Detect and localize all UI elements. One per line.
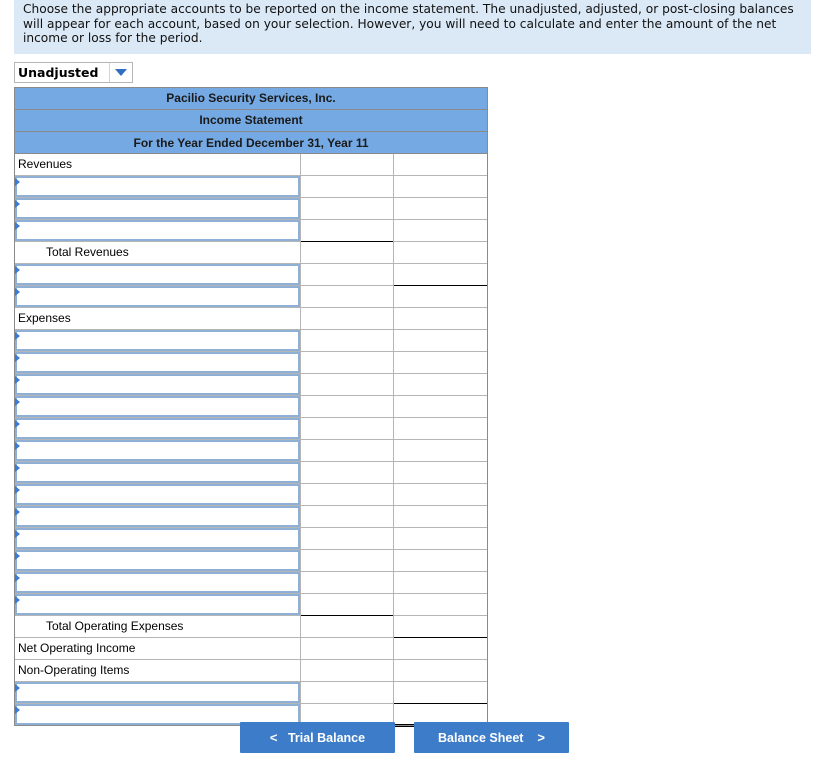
non-operating-items-label: Non-Operating Items: [15, 660, 301, 681]
dropdown-marker-icon: [15, 420, 20, 428]
account-dropdown[interactable]: [15, 220, 300, 241]
account-dropdown[interactable]: [15, 286, 300, 307]
trial-balance-button[interactable]: [240, 722, 395, 753]
account-dropdown[interactable]: [15, 418, 300, 439]
amount-cell: [394, 264, 487, 285]
amount-cell: [301, 418, 394, 439]
trial-balance-label: Trial Balance: [287, 731, 366, 745]
dropdown-marker-icon: [15, 376, 20, 384]
amount-cell: [301, 198, 394, 219]
section-row: [15, 660, 487, 682]
net-operating-income-label: Net Operating Income: [15, 638, 301, 659]
account-dropdown[interactable]: [15, 352, 300, 373]
amount-cell: [301, 396, 394, 417]
statement-period: For the Year Ended December 31, Year 11: [15, 132, 487, 154]
dropdown-marker-icon: [15, 288, 20, 296]
dropdown-marker-icon: [15, 354, 20, 362]
account-dropdown[interactable]: [15, 396, 300, 417]
account-row: [15, 286, 487, 308]
amount-cell: [301, 528, 394, 549]
section-row: [15, 154, 487, 176]
account-row: [15, 418, 487, 440]
account-dropdown[interactable]: [15, 462, 300, 483]
total-revenues-cell: [394, 242, 487, 263]
dropdown-marker-icon: [15, 486, 20, 494]
account-row: [15, 176, 487, 198]
section-row: [15, 308, 487, 330]
dropdown-marker-icon: [15, 332, 20, 340]
dropdown-marker-icon: [15, 200, 20, 208]
dropdown-marker-icon: [15, 684, 20, 692]
account-row: [15, 550, 487, 572]
account-dropdown[interactable]: [15, 330, 300, 351]
account-row: [15, 528, 487, 550]
account-dropdown[interactable]: [15, 506, 300, 527]
account-row: [15, 572, 487, 594]
chevron-left-icon: <: [269, 730, 278, 745]
account-row: [15, 484, 487, 506]
total-operating-expenses-label: Total Operating Expenses: [15, 616, 301, 637]
amount-cell: [301, 594, 394, 615]
revenues-label: Revenues: [15, 154, 301, 175]
dropdown-marker-icon: [15, 552, 20, 560]
account-row: [15, 220, 487, 242]
dropdown-marker-icon: [15, 530, 20, 538]
dropdown-marker-icon: [15, 266, 20, 274]
amount-cell: [301, 506, 394, 527]
dropdown-marker-icon: [15, 442, 20, 450]
amount-cell: [301, 462, 394, 483]
dropdown-marker-icon: [15, 596, 20, 604]
balance-sheet-label: Balance Sheet: [438, 731, 524, 745]
account-row: [15, 396, 487, 418]
balance-sheet-button[interactable]: [414, 722, 569, 753]
net-operating-income-cell: [394, 638, 487, 659]
amount-cell: [301, 682, 394, 703]
total-row: [15, 616, 487, 638]
account-dropdown[interactable]: [15, 264, 300, 285]
chevron-right-icon: >: [537, 730, 545, 745]
account-row: [15, 506, 487, 528]
account-dropdown[interactable]: [15, 572, 300, 593]
company-name: Pacilio Security Services, Inc.: [15, 88, 487, 110]
amount-cell: [301, 330, 394, 351]
balance-type-value: Unadjusted: [18, 65, 99, 80]
amount-cell: [301, 176, 394, 197]
total-revenues-label: Total Revenues: [15, 242, 301, 263]
account-row: [15, 682, 487, 704]
account-row: [15, 330, 487, 352]
account-dropdown[interactable]: [15, 374, 300, 395]
dropdown-marker-icon: [15, 706, 20, 714]
account-dropdown[interactable]: [15, 198, 300, 219]
income-statement-table: [14, 87, 488, 726]
account-dropdown[interactable]: [15, 528, 300, 549]
amount-cell: [301, 572, 394, 593]
account-dropdown[interactable]: [15, 682, 300, 703]
account-dropdown[interactable]: [15, 440, 300, 461]
amount-cell: [301, 220, 394, 241]
dropdown-marker-icon: [15, 508, 20, 516]
statement-title: Income Statement: [15, 110, 487, 132]
total-row: [15, 638, 487, 660]
balance-type-dropdown[interactable]: [14, 62, 133, 83]
account-row: [15, 594, 487, 616]
account-dropdown[interactable]: [15, 594, 300, 615]
amount-cell: [301, 374, 394, 395]
account-row: [15, 198, 487, 220]
dropdown-marker-icon: [15, 464, 20, 472]
account-dropdown[interactable]: [15, 484, 300, 505]
dropdown-marker-icon: [15, 178, 20, 186]
instructions-text: Choose the appropriate accounts to be reported on the income statement. The unadjusted, adjusted, or post-closing balances will appear for each account, based on your selection. However, you will need to calculate and enter the amount of the net income or loss for the period.: [14, 0, 811, 54]
account-row: [15, 462, 487, 484]
dropdown-marker-icon: [15, 222, 20, 230]
amount-cell: [301, 440, 394, 461]
account-row: [15, 264, 487, 286]
dropdown-marker-icon: [15, 398, 20, 406]
dropdown-marker-icon: [15, 574, 20, 582]
account-row: [15, 352, 487, 374]
chevron-down-icon[interactable]: [109, 63, 132, 82]
account-row: [15, 440, 487, 462]
amount-cell: [301, 484, 394, 505]
account-dropdown[interactable]: [15, 176, 300, 197]
account-dropdown[interactable]: [15, 550, 300, 571]
total-row: [15, 242, 487, 264]
amount-cell: [301, 352, 394, 373]
amount-cell: [301, 550, 394, 571]
total-expenses-cell: [394, 616, 487, 637]
expenses-label: Expenses: [15, 308, 301, 329]
account-row: [15, 374, 487, 396]
